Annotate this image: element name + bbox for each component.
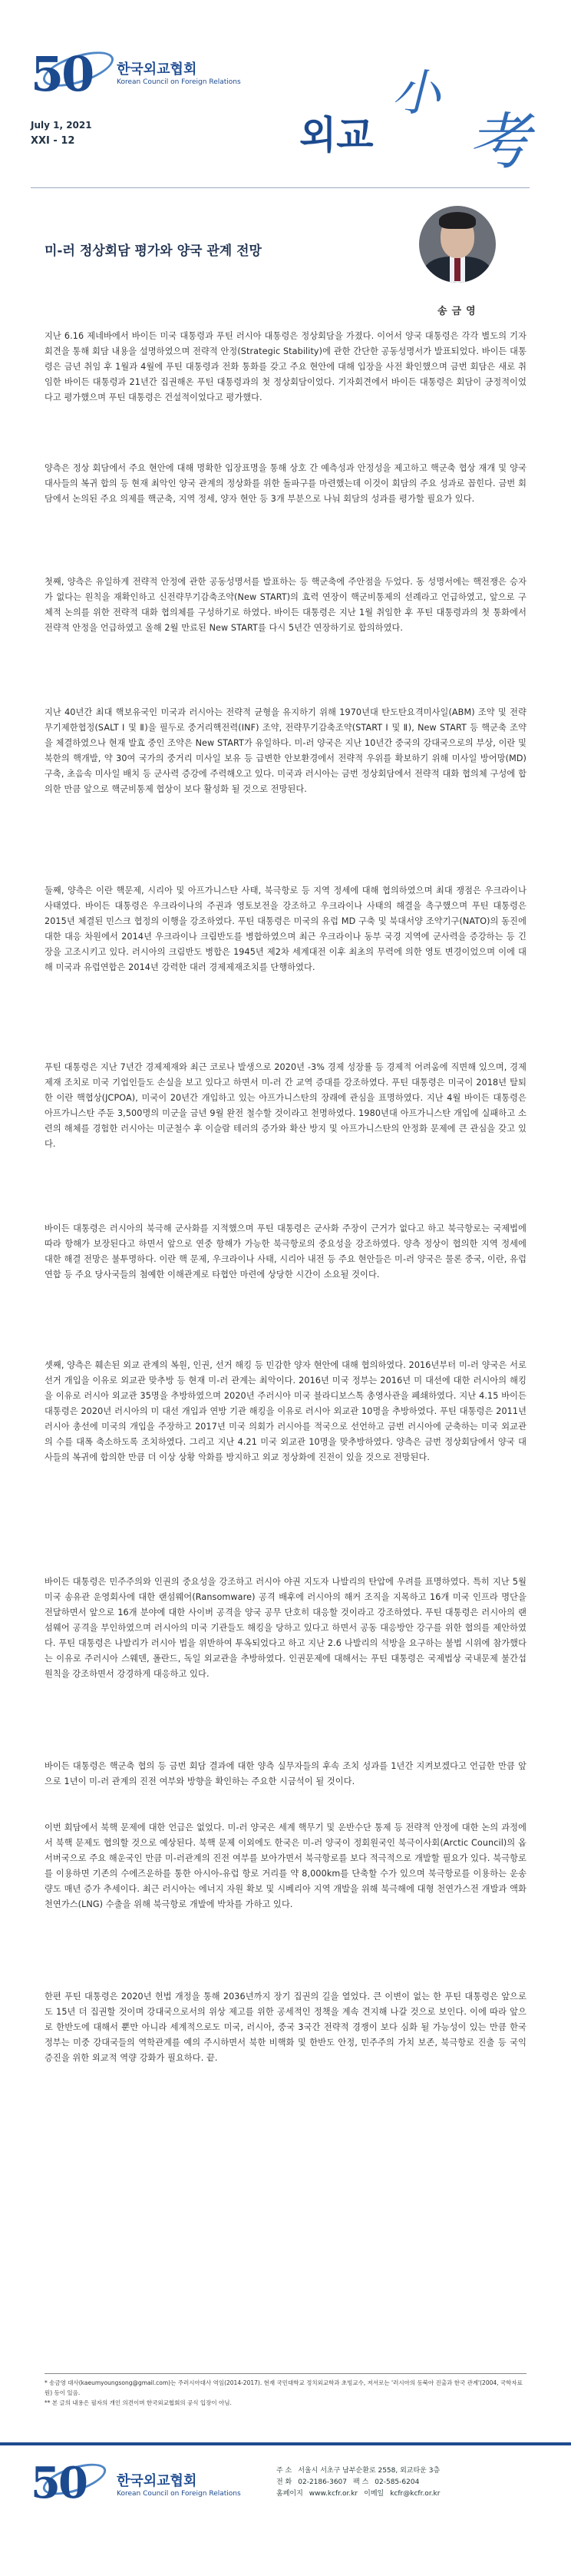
footer-logo[interactable] (31, 2458, 261, 2511)
brand-small-char: 小 (391, 65, 441, 122)
paragraph-5: 둘째, 양측은 이란 핵문제, 시리아 및 아프가니스탄 사태, 북극항로 등 지역 정세에 대해 협의하였으며 최대 쟁점은 우크라이나 사태였다. 바이든 대통령은 우크라이나의 주권과 영토보전을 강조하고 우크라이나 사태의 해결을 촉구했으며 푸틴 대통령은 2015년 체결된 민스크 협정의 이행을 강조하였다. 푸틴 대통령은 미국의 유럽 MD 구축 및 북대서양 조약기구(NATO)의 동진에 대한 대응 차원에서 2014년 우크라이나 크림반도를 병합하였으며 최근 우크라이나 동부 국경 지역에 군사력을 증강하는 등 긴장을 고조시키고 있다. 러시아의 크림반도 병합은 1945년 제2차 세계대전 이후 최초의 무력에 의한 영토 변경이었으며 이에 대해 미국과 유럽연합은 2014년 강력한 대러 경제제재조치를 단행하였다. (45, 886, 526, 972)
email-label: 이메일 (364, 2490, 385, 2498)
paragraph-1: 지난 6.16 제네바에서 바이든 미국 대통령과 푸틴 러시아 대통령은 정상회담을 가졌다. 이어서 양국 대통령은 각각 별도의 기자회견을 통해 회담 내용을 설명하였으며 전략적 안정(Strategic Stability)에 관한 간단한 공동성명서가 발표되었다. 바이든 대통령은 금년 취임 후 1월과 4월에 푸틴 대통령과 전화 통화를 갖고 주요 현안에 대해 입장을 사전 확인했으며 금번 회담은 새로 취임한 바이든 대통령과 21년간 집권해온 푸틴 대통령과의 첫 정상회담이었다. 기자회견에서 바이든 대통령은 회담이 긍정적이었다고 평가했으며 푸틴 대통령은 건설적이었다고 평가했다. (45, 331, 526, 402)
fax-value: 02-585-6204 (375, 2478, 420, 2486)
brand-think-char: 考 (468, 106, 530, 177)
paragraph-12: 한편 푸틴 대통령은 2020년 헌법 개정을 통해 2036년까지 장기 집권의 길을 열었다. 큰 이변이 없는 한 푸틴 대통령은 앞으로도 15년 더 집권할 것이며 강대국으로서의 위상 제고를 위한 공세적인 정책을 계속 견지해 나갈 것으로 보인다. 이에 따라 앞으로 한반도에 대해서 뿐만 아니라 세계적으로도 미국, 러시아, 중국 3국간 전략적 경쟁이 보다 심화 될 가능성이 있는 만큼 한국 정부는 미중 강대국들의 역학관계를 예의 주시하면서 북한 비핵화 및 한반도 안정, 민주주의 가치 보존, 북극항로 진출 등 국익 증진을 위한 외교적 역량 강화가 필요하다. 끝. (45, 1992, 526, 2063)
org-logo[interactable] (31, 46, 261, 100)
footer-logo-number: 50 (31, 2458, 86, 2508)
org-name: 한국외교협회 (117, 61, 197, 78)
paragraph-9: 바이든 대통령은 민주주의와 인권의 중요성을 강조하고 러시아 야권 지도자 나발리의 탄압에 우려를 표명하였다. 특히 지난 5월 미국 송유관 운영회사에 대한 랜섬웨어(Ransomware) 공격 배후에 러시아의 해커 조직을 지목하고 16개 미국 인프라 명단을 전달하면서 앞으로 16개 분야에 대한 사이버 공격을 양국 공무 단호히 대응할 것이라고 강조하였다. 푸틴 대통령은 러시아의 랜섬웨어 공격을 부인하였으며 러시아의 미국 기관들도 해킹을 당하고 있다고 하면서 공동 대응방안 강구를 위한 협의를 제안하였다. 푸틴 대통령은 나발리가 러시아 법을 위반하여 투옥되었다고 하고 지난 2.6 나발리의 석방을 요구하는 불법 시위에 참가했다는 이유로 주러시아 스웨덴, 폴란드, 독일 외교관을 추방하였다. 인권문제에 대해서는 푸틴 대통령은 국제법상 국내문제 불간섭 원칙을 강조하면서 강경하게 대응하고 있다. (45, 1577, 526, 1679)
email-link[interactable]: kcfr@kcfr.or.kr (390, 2490, 441, 2498)
footer-bar (0, 2442, 571, 2445)
logo-number: 50 (31, 46, 93, 102)
address-label: 주 소 (276, 2467, 292, 2475)
paragraph-8: 셋째, 양측은 훼손된 외교 관계의 복원, 인권, 선거 해킹 등 민감한 양자 현안에 대해 협의하였다. 2016년부터 미-러 양국은 서로 선거 개입을 이유로 외교관 맞추방 등 현재 미-러 관계는 최악이다. 2016년 미국 정부는 2016년 미 대선에 대한 러시아의 해킹을 이유로 러시아 외교관 35명을 추방하였으며 2020년 주러시아 미국 블라디보스톡 총영사관을 폐쇄하였다. 지난 4.15 바이든 대통령은 2020년 러시아의 미 대선 개입과 연방 기관 해킹을 이유로 러시아 외교관 10명을 추방하였다. 푸틴 대통령은 2011년 러시아 총선에 미국의 개입을 주장하고 2017년 미국 의회가 러시아를 적국으로 선언하고 금번 러시아에 군축하는 미국 외교관의 수를 대폭 축소하도록 조치하였다. 그리고 지난 4.21 미국 외교관 10명을 맞추방하였다. 양측은 금번 정상회담에서 양국 대사들의 복귀에 합의한 만큼 더 이상 상황 악화를 방지하고 외교 정상화에 진전이 있을 것으로 전망된다. (45, 1360, 526, 1462)
paragraph-2: 양측은 정상 회담에서 주요 현안에 대해 명확한 입장표명을 통해 상호 간 예측성과 안정성을 제고하고 핵군축 협상 재개 및 양국 대사들의 복귀 합의 등 현재 최악인 양국 관계의 정상화를 위한 돌파구를 마련했는데 이것이 회담의 주요 성과로 꼽힌다. 금번 회담에서 논의된 주요 의제를 핵군축, 지역 정세, 양자 현안 등 3개 부분으로 나눠 회담의 성과를 평가할 필요가 있다. (45, 463, 526, 504)
phone-value[interactable]: 02-2186-3607 (298, 2478, 348, 2486)
paragraph-3: 첫째, 양측은 유일하게 전략적 안정에 관한 공동성명서를 발표하는 등 핵군축에 주안점을 두었다. 동 성명서에는 핵전쟁은 승자가 없다는 원칙을 재확인하고 신전략무기감축조약(New START)의 효력 연장이 핵군비통제의 선례라고 언급하였고, 앞으로 구체적 논의를 위한 전략적 대화 협의체를 구성하기로 하였다. 바이든 대통령은 지난 1월 취임한 후 푸틴 대통령과의 첫 통화에서 전략적 안정을 언급하였고 올해 2월 만료된 New START를 다시 5년간 연장하기로 합의하였다. (45, 577, 526, 633)
author-name: 송금영 (437, 306, 480, 317)
paragraph-4: 지난 40년간 최대 핵보유국인 미국과 러시아는 전략적 균형을 유지하기 위해 1970년대 탄도탄요격미사일(ABM) 조약 및 전략무기제한협정(SALT Ⅰ 및 Ⅱ)을 필두로 중거리핵전력(INF) 조약, 전략무기감축조약(START Ⅰ 및 Ⅱ), New START 등 핵군축 조약을 체결하였으나 현재 발효 중인 조약은 New START가 유일하다. 미-러 양국은 지난 10년간 중국의 강대국으로의 부상, 이란 및 북한의 핵개발, 약 30여 국가의 중거리 미사일 보유 등 급변한 안보환경에서 전략적 우위를 확보하기 위해 미사일 방어망(MD) 구축, 초음속 미사일 배치 등 군사력 증강에 주력해오고 있다. 미국과 러시아는 금번 정상회담에서 전략적 대화 협의체 구성에 합의한 만큼 앞으로 핵군비통제 협상이 보다 활성화 될 것으로 전망된다. (45, 707, 526, 794)
issue-date: July 1, 2021 (31, 120, 92, 131)
issue-number: XXI - 12 (31, 135, 75, 147)
author-photo (419, 206, 496, 283)
header-divider (31, 187, 530, 188)
brand-main-text: 외교 (299, 113, 374, 157)
address-value: 서울시 서초구 남부순환로 2558, 외교타운 3층 (298, 2467, 441, 2475)
paragraph-7: 바이든 대통령은 러시아의 북극해 군사화를 지적했으며 푸틴 대통령은 군사화 주장이 근거가 없다고 하고 북극항로는 국제법에 따라 항해가 보장된다고 하면서 앞으로 연중 항해가 가능한 북극항로의 중요성을 강조하였다. 양측 정상이 협의한 지역 정세에 대한 해결 전망은 불투명하다. 이란 핵 문제, 우크라이나 사태, 시리아 내전 등 주요 현안들은 미-러 양국은 물론 중국, 이란, 유럽연합 등 주요 당사국들의 첨예한 이해관계로 타협안 마련에 상당한 시간이 소요될 것이다. (45, 1223, 526, 1280)
header (0, 0, 571, 230)
footnotes (45, 2378, 526, 2408)
org-name-en: Korean Council on Foreign Relations (117, 78, 241, 86)
article-title: 미-러 정상회담 평가와 양국 관계 전망 (45, 243, 262, 259)
homepage-label: 홈페이지 (276, 2490, 303, 2498)
homepage-link[interactable]: www.kcfr.or.kr (309, 2490, 358, 2498)
paragraph-11: 이번 회담에서 북핵 문제에 대한 언급은 없었다. 미-러 양국은 세계 핵무기 및 운반수단 통제 등 전략적 안정에 대한 논의 과정에서 북핵 문제도 협의할 것으로 예상된다. 북핵 문제 이외에도 한국은 미-러 양국이 정회원국인 북극이사회(Arctic Council)의 옵서버국으로 주요 해운국인 만큼 미-러관계의 진전 여부를 보아가면서 북극항로를 보다 적극적으로 개발할 필요가 있다. 북극항로를 이용하면 기존의 수에즈운하를 통한 아시아-유럽 항로 거리를 약 8,000km를 단축할 수가 있으며 북극항로를 이용하는 운송량도 매년 증가 추세이다. 최근 러시아는 에너지 자원 확보 및 시베리아 지역 개발을 위해 북극해에 대형 천연가스전 개발과 액화천연가스(LNG) 수출을 위해 북극항로 개발에 박차를 가하고 있다. (45, 1823, 526, 1909)
footer-contact (276, 2465, 530, 2500)
issue-info (31, 120, 123, 147)
phone-label: 전 화 (276, 2478, 292, 2486)
paragraph-10: 바이든 대통령은 핵군축 협의 등 금번 회담 결과에 대한 양측 실무자들의 후속 조치 성과를 1년간 지켜보겠다고 언급한 만큼 앞으로 1년이 미-러 관계의 진전 여부와 방향을 확인하는 주요한 시금석이 될 것이다. (45, 1761, 526, 1786)
footer-org-name-en: Korean Council on Foreign Relations (117, 2490, 241, 2498)
footer-org-name: 한국외교협회 (117, 2473, 197, 2489)
footnote-1: * 송금영 대사(kaeumyoungsong@gmail.com)는 주러시아대사 역임(2014-2017). 현재 국민대학교 정치외교학과 초빙교수, 저서로는 '러시아의 동북아 진출과 한국 관계'(2004, 국학자료원) 등이 있음. (45, 2379, 523, 2396)
footnote-2: ** 본 글의 내용은 필자의 개인 의견이며 한국외교협회의 공식 입장이 아님. (45, 2399, 232, 2406)
footnote-divider (45, 2373, 526, 2374)
publication-brand (299, 54, 537, 200)
fax-label: 팩 스 (353, 2478, 369, 2486)
paragraph-6: 푸틴 대통령은 지난 7년간 경제제재와 최근 코로나 발생으로 2020년 -3% 경제 성장률 등 경제적 어려움에 직면해 있으며, 경제제재 조치로 미국 기업인들도 손실을 보고 있다고 하면서 미-러 간 교역 증대를 강조하였다. 푸틴 대통령은 미국이 2018년 탈퇴한 이란 핵협상(JCPOA), 미국이 20년간 개입하고 있는 아프가니스탄의 장래에 관심을 표명하였다. 지난 4월 바이든 대통령은 아프가니스탄 주둔 3,500명의 미군을 금년 9월 완전 철수할 것이라고 천명하였다. 1980년대 아프가니스탄 개입에 실패하고 소련의 해체를 경험한 러시아는 미군철수 후 이슬람 테러의 증가와 확산 방지 및 아프가니스탄의 안정화 문제에 큰 관심을 갖고 있다. (45, 1062, 526, 1149)
